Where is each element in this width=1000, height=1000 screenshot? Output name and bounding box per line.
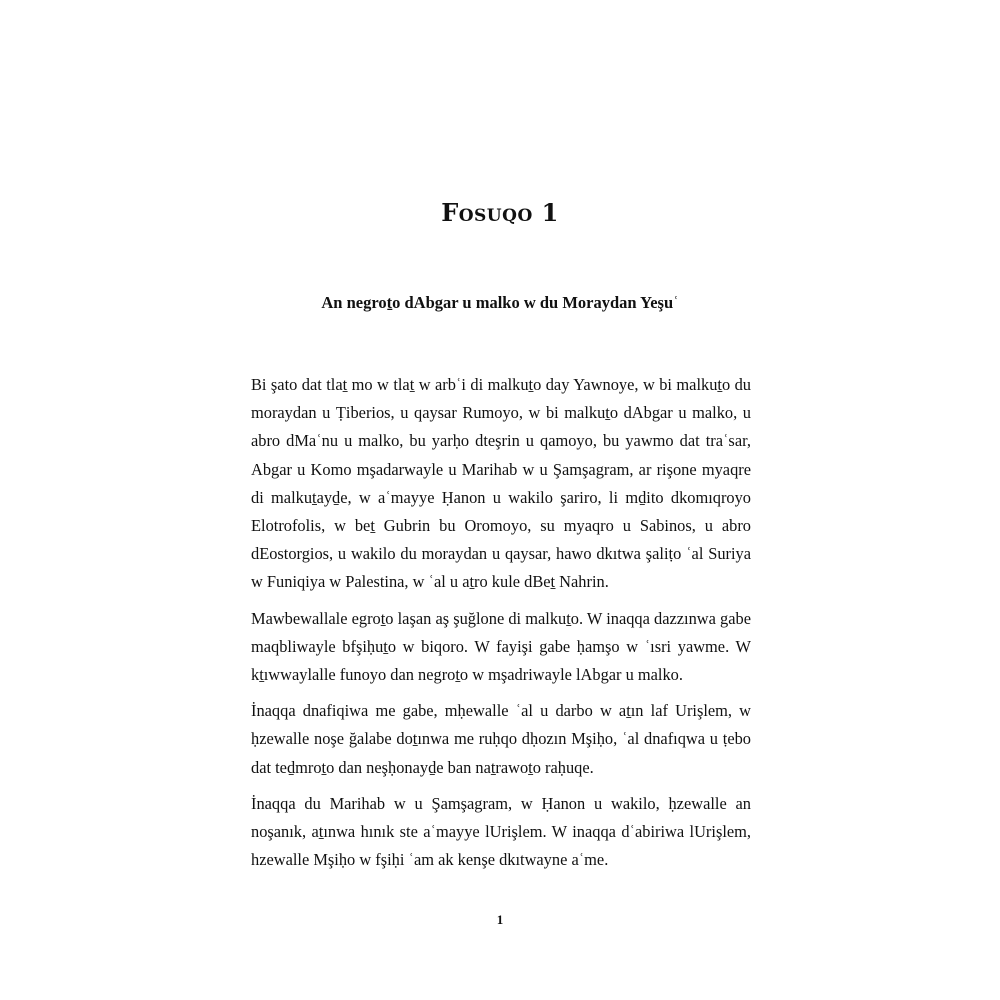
body-text <box>251 371 751 882</box>
paragraph: Mawbewallale egroṯo laşan aş şuğlone di malkuṯo. W inaqqa dazzınwa gabe maqbliwayle bfşiḥuṯo w biqoro. W fayişi gabe ḥamşo w ʿısri yawme. W kṯıwwaylalle funoyo dan negroṯo w mşadriwayle lAbgar u malko. <box>251 608 751 685</box>
chapter-subtitle: An negroṯo dAbgar u malko w du Moraydan Yeşuʿ <box>321 293 679 312</box>
paragraph: İnaqqa dnafiqiwa me gabe, mḥewalle ʿal u darbo w aṯın laf Urişlem, w ḥzewalle noşe ğalabe doṯınwa me ruḥqo dḥozın Mşiḥo, ʿal dnafıqwa u ṭebo dat teḏmroṯo dan neşḥonayḏe ban naṯrawoṯo raḥuqe. <box>251 701 751 777</box>
page-number: 1 <box>496 912 504 927</box>
paragraph: Bi şato dat tlaṯ mo w tlaṯ w arbʿi di malkuṯo day Yawnoye, w bi malkuṯo du moraydan u Ṭiberios, u qaysar Rumoyo, w bi malkuṯo dAbgar u malko, u abro dMaʿnu u malko, bu yarḥo dteşrin u qamoyo, bu yawmo dat traʿsar, Abgar u Komo mşadarwayle u Marihab w u Şamşagram, ar rişone myaqre di malkuṯayḏe, w aʿmayye Ḥanon u wakilo şariro, li mḏito dkomıqroyo Elotrofolis, w beṯ Gubrin bu Oromoyo, su myaqro u Sabinos, u abro dEostorgios, u wakilo du moraydan u qaysar, hawo dkıtwa şaliṭo ʿal Suriya w Funiqiya w Palestina, w ʿal u aṯro kule dBeṯ Nahrin. <box>251 375 751 592</box>
paragraph: İnaqqa du Marihab w u Şamşagram, w Ḥanon u wakilo, ḥzewalle an noşanık, aṯınwa hınık ste aʿmayye lUrişlem. W inaqqa dʿabiriwa lUrişlem, hzewalle Mşiḥo w fşiḥi ʿam ak kenşe dkıtwayne aʿme. <box>251 793 751 870</box>
chapter-title: Fosuqo 1 <box>441 198 559 227</box>
